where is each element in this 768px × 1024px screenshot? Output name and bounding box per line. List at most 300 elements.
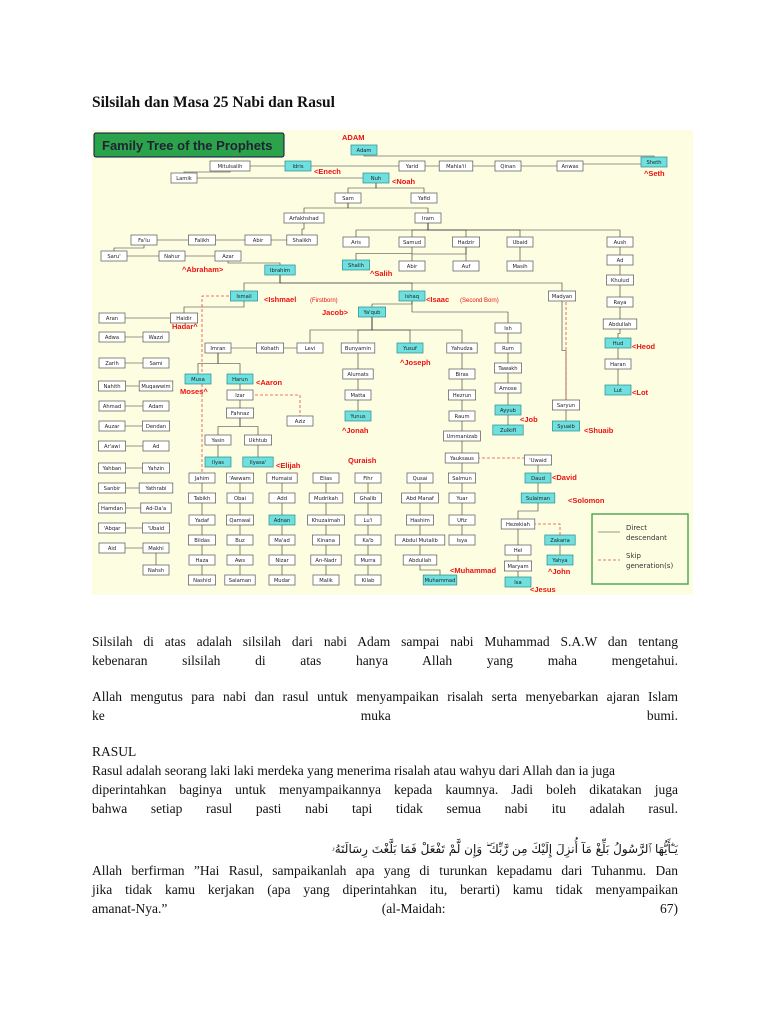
node-label: Qusai [412, 475, 428, 482]
tree-node-qusai [407, 473, 433, 483]
label-moses: Moses^ [180, 387, 208, 396]
node-label: Mitulsalih [217, 163, 243, 170]
node-label: Biras [455, 371, 469, 378]
tree-node-sanbir [98, 483, 125, 493]
tree-node-raya [607, 297, 633, 307]
tree-node-yadaf [189, 515, 215, 525]
legend-skip-label-2: generation(s) [626, 562, 674, 570]
tree-node-uwaid [524, 455, 551, 465]
node-label: Isa [514, 579, 522, 586]
tree-node-hezrun [448, 390, 475, 400]
tree-node-ayyub [495, 405, 521, 415]
tree-node-mudrikah [309, 493, 343, 503]
label-david: <David [552, 473, 577, 482]
tree-node-yahudza [447, 343, 477, 353]
node-label: Kohath [260, 345, 280, 352]
tree-node-abqar [98, 523, 125, 533]
tree-node-alumats [343, 369, 373, 379]
tree-node-maryam [504, 561, 531, 571]
node-label: Ismail [236, 293, 252, 300]
node-label: Ufiz [457, 517, 467, 524]
label-heod: <Heod [632, 342, 656, 351]
label-isaac-note: (Second Born) [460, 298, 499, 304]
tree-node-bunyamin [341, 343, 375, 353]
node-label: Kilab [361, 577, 375, 584]
tree-node-yauksaus [445, 453, 479, 463]
tree-node-abdullah [403, 555, 437, 565]
paragraph-line: jika tidak kamu kerjakan (apa yang diperintahkan itu, berarti) kamu tidak menyampaikan [92, 882, 678, 897]
tree-node-sami [143, 358, 169, 368]
tree-node-ilyasa [243, 457, 273, 467]
tree-node-ubaid2 [142, 523, 169, 533]
node-label: Amose [499, 385, 517, 392]
node-label: Masih [512, 263, 528, 270]
tree-node-wazzi [143, 332, 169, 342]
node-label: Yasin [211, 437, 225, 444]
tree-node-ismail [230, 291, 257, 301]
tree-node-adam [351, 145, 377, 155]
paragraph-mengutus [92, 687, 678, 725]
node-label: Ad-Da'a [145, 505, 167, 512]
tree-node-izar [227, 390, 253, 400]
node-label: Hud [612, 340, 624, 347]
tree-node-isy [495, 323, 521, 333]
node-label: Saryun [556, 402, 576, 409]
tree-node-ghalib [354, 493, 381, 503]
node-label: 'Awwam [229, 475, 251, 482]
node-label: Yahzin [147, 465, 165, 472]
node-label: Mahla'il [446, 163, 466, 170]
node-label: Izar [235, 392, 245, 399]
tree-node-masih [507, 261, 533, 271]
family-tree-diagram [92, 130, 693, 595]
tree-node-nizar [269, 555, 295, 565]
node-label: An-Nadr [315, 557, 337, 564]
tree-node-ubaid [507, 237, 533, 247]
node-label: Yauksaus [450, 455, 474, 462]
tree-node-abdmanaf [402, 493, 439, 503]
paragraph-rasul [92, 742, 678, 818]
tree-node-kinana [312, 535, 339, 545]
label-adam: ADAM [342, 133, 365, 142]
node-label: Muqawwim [141, 383, 171, 390]
node-label: Nahur [164, 253, 180, 260]
tree-node-isya [449, 535, 475, 545]
tree-node-aziz [287, 416, 313, 426]
node-label: Sanbir [103, 485, 121, 492]
node-label: Ghalib [359, 495, 377, 502]
node-label: Lamik [176, 175, 192, 182]
node-label: Elias [319, 475, 333, 482]
tree-node-imran [205, 343, 231, 353]
tree-node-abir2 [399, 261, 425, 271]
legend-skip-label: Skip [626, 552, 641, 560]
tree-node-yahban [98, 463, 125, 473]
tree-node-hashim [406, 515, 433, 525]
tree-node-nahith [98, 381, 125, 391]
tree-node-muhammad [423, 575, 457, 585]
node-label: Raya [613, 299, 627, 306]
label-quraish: Quraish [348, 456, 377, 465]
tree-node-fahnaz [226, 408, 253, 418]
tree-node-yathrabi [139, 483, 173, 493]
node-label: Auf [461, 263, 471, 270]
node-label: Shalikh [292, 237, 312, 244]
tree-edge [562, 296, 566, 405]
node-label: Ayyub [500, 407, 516, 414]
tree-node-mahalil [439, 161, 473, 171]
tree-legend [592, 514, 688, 584]
node-label: Jahim [194, 475, 210, 482]
page-title: Silsilah dan Masa 25 Nabi dan Rasul [92, 94, 335, 111]
label-muhammad: <Muhammad [450, 566, 497, 575]
tree-node-matta [345, 390, 371, 400]
node-label: Hezekiah [506, 521, 530, 528]
node-label: Ummanizab [446, 433, 478, 440]
tree-node-salaman [225, 575, 255, 585]
node-label: Wazzi [148, 334, 164, 341]
node-label: Yafid [417, 195, 431, 202]
node-label: Aris [351, 239, 361, 246]
tree-node-azar [215, 251, 241, 261]
node-label: Ahmad [102, 403, 122, 410]
node-label: Murra [360, 557, 376, 564]
node-label: Imran [210, 345, 226, 352]
tree-node-nuh [363, 173, 389, 183]
node-label: Abdul Mutalib [402, 537, 438, 544]
label-salih: ^Salih [370, 269, 393, 278]
tree-node-ukhtub [244, 435, 271, 445]
tree-node-yunus [345, 411, 371, 421]
node-label: Levi [304, 345, 316, 352]
tree-node-jahim [189, 473, 215, 483]
node-label: Nahsh [147, 567, 165, 574]
node-label: Aush [613, 239, 627, 246]
paragraph-line: bahwa setiap rasul pasti nabi tapi tidak semua nabi itu adalah rasul. [92, 801, 678, 816]
node-label: Abir [252, 237, 264, 244]
node-label: Yahudza [451, 345, 473, 352]
tree-node-adnan [269, 515, 295, 525]
tree-banner [94, 133, 284, 157]
tree-node-khuzaimah [308, 515, 345, 525]
node-label: Nashid [193, 577, 211, 584]
node-label: Lut [613, 387, 623, 394]
tree-node-abir [245, 235, 271, 245]
node-label: Buz [235, 537, 245, 544]
node-label: Yadaf [195, 517, 209, 524]
node-label: Haza [195, 557, 209, 564]
paragraph-line: ke muka bumi. [92, 708, 678, 723]
tree-node-add [269, 493, 295, 503]
node-label: Yathrabi [145, 485, 167, 492]
tree-node-falu [131, 235, 157, 245]
tree-node-zulkifl [493, 425, 523, 435]
tree-node-biras [449, 369, 475, 379]
label-isaac: <Isaac [426, 295, 450, 304]
tree-node-lamik [171, 173, 197, 183]
node-label: Salaman [228, 577, 252, 584]
node-label: Maryam [507, 563, 529, 570]
banner-title: Family Tree of the Prophets [102, 138, 273, 153]
node-label: Zakaria [550, 537, 570, 544]
node-label: Ma'ad [274, 537, 290, 544]
tree-node-ahmad [99, 401, 125, 411]
tree-node-kab [355, 535, 381, 545]
tree-edge [364, 150, 654, 162]
node-label: Adam [356, 147, 372, 154]
tree-node-luai [355, 515, 381, 525]
node-label: Aws [234, 557, 246, 564]
tree-node-sam [335, 193, 361, 203]
tree-node-nahur [159, 251, 185, 261]
node-label: Abdullah [408, 557, 432, 564]
tree-node-kilab [355, 575, 381, 585]
node-label: Salmun [452, 475, 472, 482]
node-label: Qinan [500, 163, 516, 170]
tree-node-anwas [557, 161, 583, 171]
tree-node-lut [605, 385, 631, 395]
node-label: Sami [149, 360, 163, 367]
tree-node-shalih [342, 260, 369, 270]
node-label: Fihr [363, 475, 373, 482]
node-label: Iram [422, 215, 434, 222]
tree-node-dendan [142, 421, 169, 431]
tree-node-hel [505, 545, 531, 555]
paragraph-firman [92, 861, 678, 918]
tree-node-ilyas [205, 457, 231, 467]
label-elijah: <Elijah [276, 461, 301, 470]
tree-node-sulaiman [521, 493, 555, 503]
node-label: Ka'b [362, 537, 374, 544]
label-noah: <Noah [392, 177, 416, 186]
label-seth: ^Seth [644, 169, 665, 178]
tree-node-zarih [99, 358, 125, 368]
node-label: Arfakhshad [289, 215, 319, 222]
tree-node-mudar [269, 575, 295, 585]
tree-node-yarid [399, 161, 425, 171]
node-label: Mudrikah [313, 495, 339, 502]
family-tree-figure [92, 130, 693, 595]
node-label: Isya [456, 537, 468, 544]
tree-node-raum [449, 411, 475, 421]
node-label: Shalih [348, 262, 364, 269]
tree-node-bildas [188, 535, 215, 545]
node-label: Zulkifl [500, 427, 516, 434]
node-label: Ilyas [212, 459, 224, 466]
tree-edge [372, 312, 462, 348]
tree-node-ibrahim [265, 265, 295, 275]
node-label: Lu'i [363, 517, 373, 524]
tree-node-auf [453, 261, 479, 271]
tree-node-awwam [226, 473, 253, 483]
tree-node-adz [143, 441, 169, 451]
node-label: Malik [319, 577, 333, 584]
node-label: Ya'qub [363, 309, 381, 316]
label-enoch: <Enech [314, 167, 341, 176]
node-label: Aid [107, 545, 117, 552]
tree-node-yaqub [358, 307, 385, 317]
node-label: Abir [406, 263, 418, 270]
tree-node-zakaria [545, 535, 575, 545]
node-label: Tawakh [498, 365, 518, 372]
node-label: Aziz [294, 418, 306, 425]
paragraph-line: diperintahkan baginya untuk menyampaikannya kepada kaumnya. Jadi boleh dikatakan juga [92, 782, 678, 797]
node-label: Samud [402, 239, 422, 246]
node-label: 'Abqar [103, 525, 121, 532]
tree-node-qinan [495, 161, 521, 171]
tree-node-kohath [256, 343, 283, 353]
paragraph-line: Silsilah di atas adalah silsilah dari nabi Adam sampai nabi Muhammad S.A.W dan tentang [92, 634, 678, 649]
node-label: Fa'lu [138, 237, 150, 244]
label-jesus: <Jesus [530, 585, 556, 594]
label-john: ^John [548, 567, 571, 576]
tree-node-samud [399, 237, 425, 247]
node-label: Ad [152, 443, 160, 450]
tree-node-hud [605, 338, 631, 348]
tree-node-daud [525, 473, 551, 483]
label-ishmael: <Ishmael [264, 295, 297, 304]
tree-node-obai [227, 493, 253, 503]
tree-node-abdullah0 [603, 319, 637, 329]
tree-node-aris [343, 237, 369, 247]
tree-node-aid [99, 543, 125, 553]
node-label: Add [276, 495, 288, 502]
node-label: Matta [350, 392, 366, 399]
node-label: Rum [502, 345, 514, 352]
node-label: Hashim [410, 517, 430, 524]
tree-node-salmun [448, 473, 475, 483]
node-label: Dendan [145, 423, 167, 430]
node-label: Bildas [194, 537, 210, 544]
tree-node-yahzin [142, 463, 169, 473]
tree-node-madyan [548, 291, 575, 301]
tree-node-humaisi [267, 473, 297, 483]
tree-node-malik [313, 575, 339, 585]
tree-node-adam2 [143, 401, 169, 411]
node-label: Hel [513, 547, 523, 554]
node-label: Nahith [103, 383, 121, 390]
node-label: Ad [616, 257, 624, 264]
node-label: Raum [454, 413, 470, 420]
node-label: Obai [234, 495, 246, 502]
node-label: Humaisi [271, 475, 293, 482]
node-label: Auzar [104, 423, 120, 430]
node-label: Nuh [370, 175, 382, 182]
node-label: Ubaid [512, 239, 528, 246]
tree-node-tawakh [494, 363, 521, 373]
tree-node-saru [101, 251, 127, 261]
node-label: Aran [105, 315, 119, 322]
node-label: Haidir [176, 315, 192, 322]
node-label: Falikh [194, 237, 210, 244]
tree-node-yuar [449, 493, 475, 503]
label-jacob: Jacob> [322, 308, 349, 317]
tree-skip-edge [202, 296, 244, 478]
tree-node-yasin [205, 435, 231, 445]
node-label: Mudar [273, 577, 291, 584]
tree-node-sheth [641, 157, 667, 167]
tree-node-ummanizab [444, 431, 481, 441]
tree-node-makhi [143, 543, 169, 553]
node-label: Khuzaimah [311, 517, 341, 524]
label-shuaib: <Shuaib [584, 426, 614, 435]
node-label: Azar [222, 253, 234, 260]
node-label: Adam [148, 403, 164, 410]
tree-node-rum [495, 343, 521, 353]
node-label: Ish [504, 325, 512, 332]
tree-node-arfakhshad [284, 213, 324, 223]
node-label: Kinana [317, 537, 335, 544]
node-label: Saru' [107, 253, 121, 260]
node-label: Ukhtub [248, 437, 268, 444]
node-label: 'Ubaid [147, 525, 165, 532]
tree-edge [358, 312, 372, 348]
node-label: Muhammad [424, 577, 456, 584]
node-label: Ilyasa' [249, 459, 267, 466]
tree-node-isa [505, 577, 531, 587]
tree-node-amose [495, 383, 521, 393]
tree-node-nashid [188, 575, 215, 585]
label-joseph: ^Joseph [400, 358, 431, 367]
node-label: Hadzir [457, 239, 475, 246]
node-label: Ibrahim [270, 267, 290, 274]
node-label: Tabikh [193, 495, 211, 502]
label-jonah: ^Jonah [342, 426, 369, 435]
node-label: Anwas [561, 163, 579, 170]
legend-direct-label-2: descendant [626, 534, 667, 542]
tree-node-musa [185, 374, 211, 384]
node-label: Daud [531, 475, 545, 482]
tree-node-metusalah [210, 161, 250, 171]
tree-node-khulud [606, 275, 633, 285]
tree-node-iram [415, 213, 441, 223]
tree-node-elias [313, 473, 339, 483]
tree-node-shalikh [287, 235, 317, 245]
tree-node-yafid [411, 193, 437, 203]
tree-node-idris [285, 161, 311, 171]
label-solomon: <Solomon [568, 496, 605, 505]
label-abraham: ^Abraham> [182, 265, 224, 274]
tree-node-murra [355, 555, 381, 565]
tree-node-tabikh [188, 493, 215, 503]
node-label: Adnan [273, 517, 291, 524]
label-hadar: Hadar^ [172, 322, 198, 331]
label-aaron: <Aaron [256, 378, 283, 387]
tree-node-ad [607, 255, 633, 265]
node-label: Yuar [456, 495, 468, 502]
node-label: Yahban [102, 465, 122, 472]
node-label: Hamdan [101, 505, 123, 512]
node-label: Khulud [611, 277, 629, 284]
tree-node-fihr [355, 473, 381, 483]
tree-node-hezekiah [501, 519, 535, 529]
tree-node-annadr [311, 555, 341, 565]
node-label: Yusuf [403, 345, 417, 352]
node-label: Nizar [275, 557, 289, 564]
paragraph-silsilah [92, 632, 678, 670]
tree-node-aws [227, 555, 253, 565]
tree-node-auzar [99, 421, 125, 431]
tree-node-aran [99, 313, 125, 323]
paragraph-line: Allah berfirman ”Hai Rasul, sampaikanlah apa yang di turunkan kepadamu dari Tuhanmu. Dan [92, 863, 678, 878]
node-label: Hezrun [452, 392, 472, 399]
node-label: Yarid [405, 163, 419, 170]
node-label: Fahnaz [230, 410, 250, 417]
tree-node-hadzir [452, 237, 479, 247]
node-label: Makhi [148, 545, 164, 552]
node-label: Musa [191, 376, 205, 383]
paragraph-line: amanat-Nya.” (al-Maidah: 67) [92, 901, 678, 916]
